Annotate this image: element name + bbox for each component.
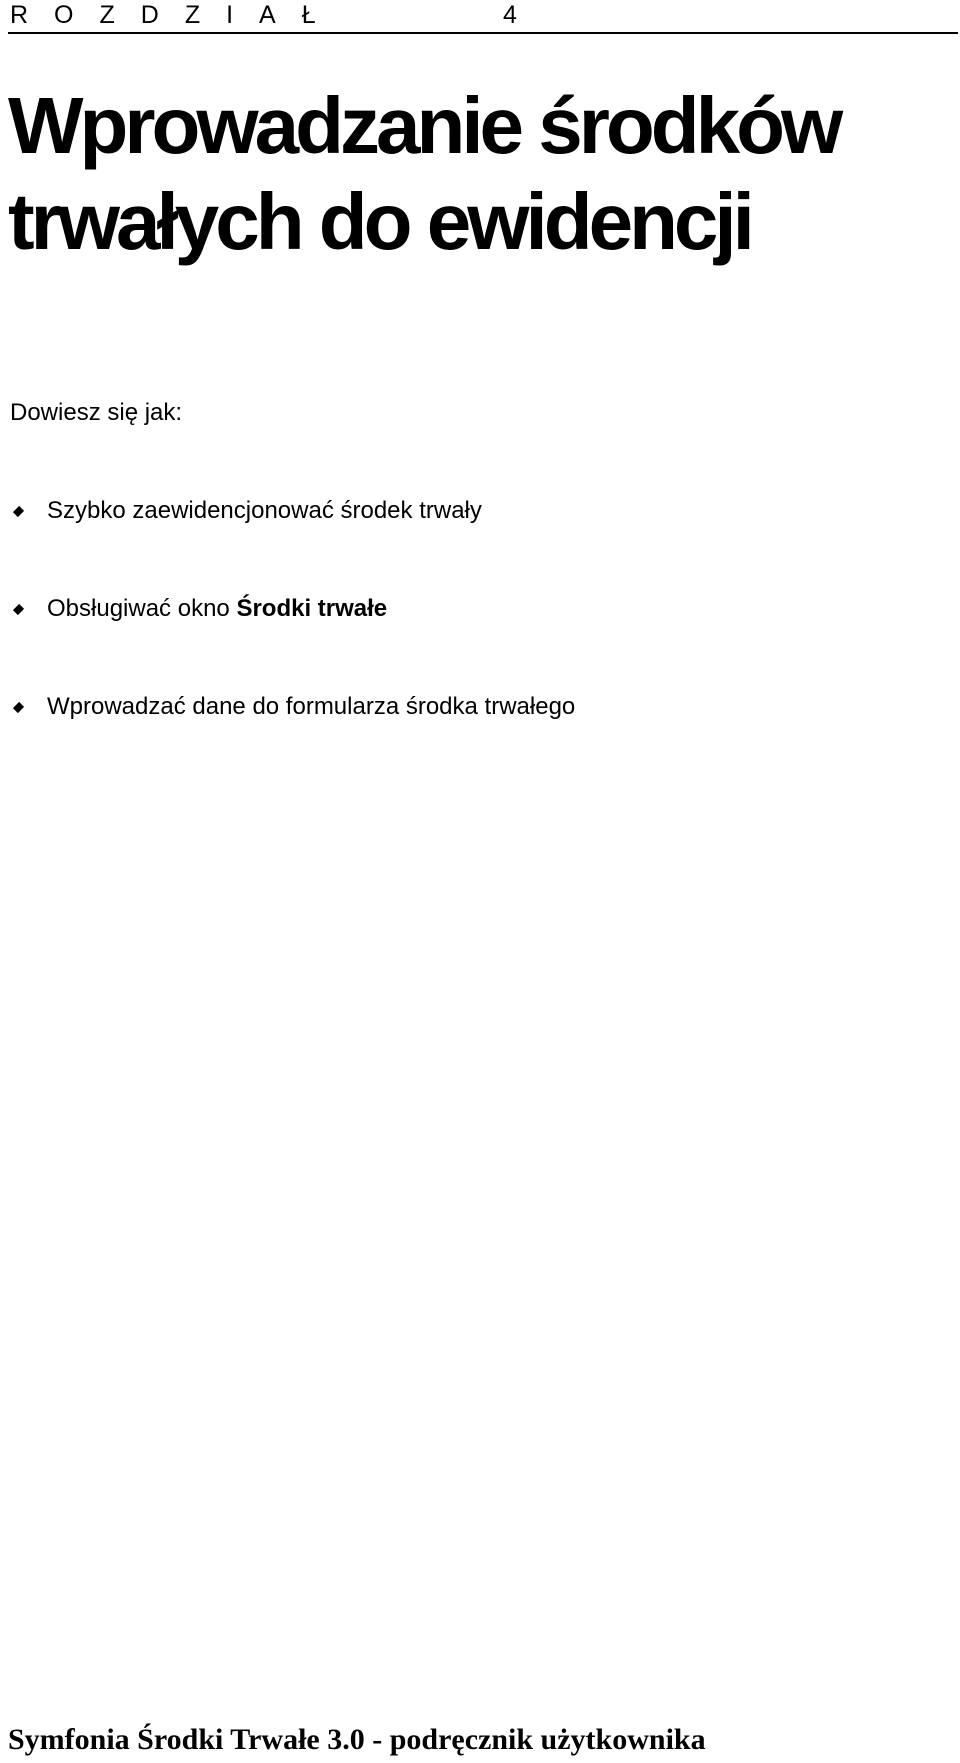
intro-text: Dowiesz się jak: [10, 399, 183, 426]
list-item-plain: Obsługiwać okno [47, 595, 237, 622]
list-item-plain: Szybko zaewidencjonować środek trwały [47, 497, 482, 524]
diamond-icon [13, 604, 24, 615]
page-footer: Symfonia Środki Trwałe 3.0 - podręcznik użytkownika [8, 1723, 706, 1756]
page-title [8, 78, 948, 270]
list-item-text [47, 496, 482, 526]
list-item-text [47, 594, 387, 624]
list-item-plain: Wprowadzać dane do formularza środka trwałego [47, 693, 576, 720]
title-line-2: trwałych do ewidencji [8, 177, 751, 266]
list-item-bold: Środki trwałe [236, 595, 388, 622]
diamond-icon [13, 506, 24, 517]
diamond-icon [13, 702, 24, 713]
chapter-number: 4 [503, 1, 517, 29]
title-line-1: Wprowadzanie środków [8, 81, 840, 170]
chapter-label: ROZDZIAŁ [10, 1, 342, 29]
chapter-header [8, 0, 958, 34]
list-item-text [47, 692, 575, 722]
